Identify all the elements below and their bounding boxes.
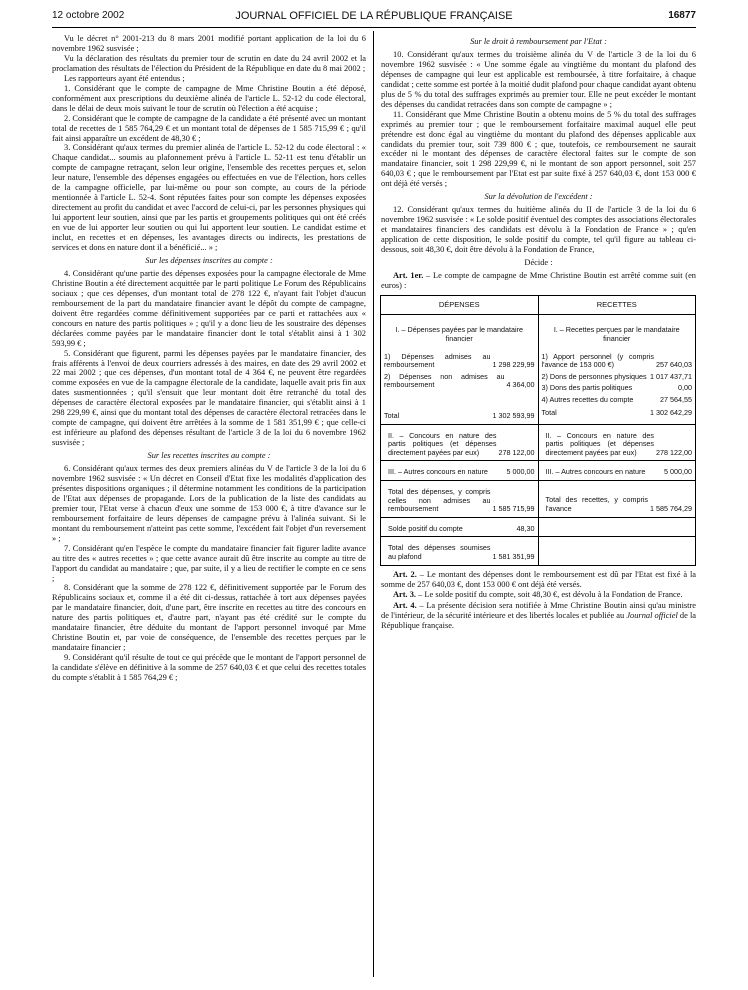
recettes-total-row xyxy=(542,409,693,418)
paragraph: 7. Considérant qu'en l'espèce le compte du mandataire financier fait figurer ladite avance au titre des « autres recettes » ; que cette avance aurait dû être inscrite au compte au titre de l'apport du candidat au mandataire ; que, par suite, il y a lieu de rectifier le compte en ce sens ; xyxy=(52,543,366,583)
total-recettes-value: 1 585 764,29 xyxy=(650,503,692,513)
left-column xyxy=(52,34,366,683)
recettes-section-1-title: I. – Recettes perçues par le mandataire financier xyxy=(553,325,680,344)
solde-positif-value: 48,30 xyxy=(516,523,535,533)
article-4-text-before: – La présente décision sera notifiée à Mme Christine Boutin ainsi qu'au ministre de l'intérieur, de la sécurité intérieure et des libertés locales et publiée au xyxy=(381,601,696,621)
total-depenses-cell xyxy=(381,481,539,518)
depenses-section-1 xyxy=(381,315,539,424)
paragraph: 11. Considérant que Mme Christine Boutin a obtenu moins de 5 % du total des suffrages exprimés au premier tour ; que le remboursement forfaitaire maximal auquel elle peut prétendre est donc égal au vingtième du montant du plafond des dépenses applicable aux candidats du premier tour, soit 739 800 € ; que, toutefois, ce remboursement ne saurait excéder ni le montant des dépenses de caractère électoral faites sur le compte de son mandataire financier, soit 1 298 229,99 €, ni le montant de son apport personnel, soit 257 640,03 € ; que le remboursement par l'Etat est par suite fixé à 257 640,03 €, dont 153 000 € ont déjà été versés ; xyxy=(381,109,696,189)
recettes-autres-concours-value: 5 000,00 xyxy=(664,467,692,477)
right-column-text xyxy=(381,37,696,268)
recettes-items xyxy=(542,353,693,405)
paragraph: Vu la déclaration des résultats du premier tour de scrutin en date du 24 avril 2002 et la proclamation des résultats de l'élection du Président de la République en date du 8 mai 2002 ; xyxy=(52,53,366,73)
recettes-item-value: 257 640,03 xyxy=(656,360,692,370)
header-title: JOURNAL OFFICIEL DE LA RÉPUBLIQUE FRANÇAISE xyxy=(235,10,513,22)
recettes-autres-concours-label: III. – Autres concours en nature xyxy=(545,467,646,477)
article-1 xyxy=(381,271,696,291)
header-page-number: 16877 xyxy=(668,10,696,21)
depenses-item-label: 2) Dépenses non admises au remboursement xyxy=(384,371,505,390)
recettes-autres-concours xyxy=(538,461,696,481)
header-date: 12 octobre 2002 xyxy=(52,10,125,21)
depenses-concours-partis xyxy=(381,424,539,461)
campaign-account-table xyxy=(380,295,696,566)
recettes-item xyxy=(542,353,693,370)
depenses-soumises-plafond-label: Total des dépenses soumises au plafond xyxy=(388,543,491,561)
right-column xyxy=(381,34,696,631)
article-1-text: – Le compte de campagne de Mme Christine Boutin est arrêté comme suit (en euros) : xyxy=(381,270,696,290)
article-text: – Le solde positif du compte, soit 48,30 €, est dévolu à la Fondation de France. xyxy=(416,590,683,600)
recettes-total-value: 1 302 642,29 xyxy=(650,407,692,417)
recettes-concours-partis xyxy=(538,424,696,461)
recettes-item-label: 1) Apport personnel (y compris l'avance de 153 000 €) xyxy=(541,351,655,370)
paragraph: 6. Considérant qu'aux termes des deux premiers alinéas du V de l'article 3 de la loi du 6 novembre 1962 susvisée : « Un décret en Conseil d'Etat fixe les modalités d'application des présentes dispositions organiques ; il détermine notamment les conditions de la participation de l'Etat aux dépenses de propagande. Lors de la publication de la liste des candidats au premier tour, l'Etat verse à chacun d'eux une somme de 153 000 €, à titre d'avance sur le remboursement forfaitaire de leurs dépenses de campagne prévu à l'alinéa suivant. Si le montant du remboursement n'atteint pas cette somme, l'excédent fait l'objet d'un reversement » ; xyxy=(52,464,366,543)
header-rule xyxy=(52,27,696,28)
recettes-item xyxy=(542,384,693,393)
depenses-section-1-title: I. – Dépenses payées par le mandataire financier xyxy=(395,325,523,344)
recettes-item xyxy=(542,396,693,405)
article-1-label: Art. 1er. xyxy=(393,270,424,280)
paragraph: Les rapporteurs ayant été entendus ; xyxy=(64,73,185,83)
recettes-item-value: 27 564,55 xyxy=(660,395,692,405)
section-heading: Sur les recettes inscrites au compte : xyxy=(147,451,271,461)
recettes-concours-partis-value: 278 122,00 xyxy=(656,447,692,457)
section-heading: Sur les dépenses inscrites au compte : xyxy=(145,255,273,265)
recettes-item-value: 1 017 437,71 xyxy=(650,371,692,381)
recettes-item-label: 4) Autres recettes du compte xyxy=(541,395,634,405)
table-head-recettes: RECETTES xyxy=(538,295,696,315)
paragraph: 9. Considérant qu'il résulte de tout ce qui précède que le montant de l'apport personnel de la candidate s'élève en définitive à la somme de 257 640,03 € et que celui des recettes totales du compte s'établit à 1 585 764,29 € ; xyxy=(52,653,366,683)
recettes-concours-partis-label: II. – Concours en nature des partis politiques (et dépenses directement payées par eux) xyxy=(545,430,655,457)
depenses-autres-concours-value: 5 000,00 xyxy=(506,467,535,477)
depenses-soumises-plafond-cell xyxy=(381,537,539,565)
paragraph: Vu le décret n° 2001-213 du 8 mars 2001 modifié portant application de la loi du 6 novembre 1962 susvisée ; xyxy=(52,34,366,53)
depenses-autres-concours xyxy=(381,461,539,481)
section-heading: Sur le droit à remboursement par l'Etat : xyxy=(470,37,607,46)
total-recettes-label: Total des recettes, y compris l'avance xyxy=(545,495,649,513)
article-4 xyxy=(381,601,696,631)
empty-cell-plafond xyxy=(538,537,696,565)
articles xyxy=(381,570,696,601)
depenses-item xyxy=(384,353,535,370)
paragraph: 5. Considérant que figurent, parmi les dépenses payées par le mandataire financier, des frais afférents à l'envoi de deux courriers adressés à des maires, en date des 29 avril 2002 et 22 mai 2002 ; que ces dépenses, d'un montant total de 4 364 €, ne peuvent être regardées comme exposées en vue de la campagne électorale de la candidate, laquelle avait pris fin aux dates susmentionnées ; qu'il s'ensuit que leur montant doit être retranché du total des dépenses de caractère électoral exposées par le mandataire financier, qui s'établit ainsi à 1 298 229,99 €, ainsi que du montant total des dépenses de caractère électoral retracées dans le compte de campagne, qui doivent être arrêtées à la somme de 1 581 351,99 € ; que celle-ci est inférieure au plafond des dépenses résultant de l'article 3 de la loi du 6 novembre 1962 susvisée ; xyxy=(52,348,366,448)
article-4-label: Art. 4. xyxy=(393,601,417,611)
article-label: Art. 2. xyxy=(393,569,417,579)
depenses-item xyxy=(384,373,535,390)
solde-positif-label: Solde positif du compte xyxy=(388,523,463,533)
paragraph: 4. Considérant qu'une partie des dépenses exposées pour la campagne électorale de Mme Christine Boutin a été directement acquittée par le parti politique Le Forum des Républicains sociaux ; que ces dépenses, d'un montant total de 278 122 €, n'ayant fait l'objet d'aucun remboursement de la part du mandataire financier avant le dépôt du compte de campagne, doivent être regardées comme définitivement supportées par ce parti et rattachées aux « concours en nature des partis politiques » ; qu'il y a donc lieu de les soustraire des dépenses déclarées comme payées par le mandataire financier dont le total s'établit ainsi à 1 302 593,99 € ; xyxy=(52,268,366,348)
depenses-items xyxy=(384,353,535,390)
article-2 xyxy=(381,570,696,590)
total-depenses-value: 1 585 715,99 xyxy=(492,504,535,514)
section-heading: Sur la dévolution de l'excédent : xyxy=(484,192,593,202)
solde-positif-cell xyxy=(381,517,539,537)
table-head-depenses: DÉPENSES xyxy=(381,295,539,315)
recettes-total-label: Total xyxy=(541,407,557,417)
recettes-item-label: 2) Dons de personnes physiques xyxy=(541,371,647,381)
paragraph: 12. Considérant qu'aux termes du huitième alinéa du II de l'article 3 de la loi du 6 novembre 1962 susvisée : « Le solde positif éventuel des comptes des associations électorales et mandataires financiers des candidats est dévolu à la Fondation de France » ; qu'en application de cette disposition, le solde positif du compte, tel qu'il figure au tableau ci-dessous, soit 48,30 €, doit être dévolu à la Fondation de France, xyxy=(381,205,696,255)
recettes-item-label: 3) Dons des partis politiques xyxy=(541,383,633,393)
column-divider xyxy=(373,31,374,977)
empty-cell-solde xyxy=(538,517,696,537)
depenses-total-value: 1 302 593,99 xyxy=(492,411,535,421)
article-4-text-after: de la République française. xyxy=(381,611,697,631)
recettes-item xyxy=(542,373,693,382)
paragraph: 2. Considérant que le compte de campagne de la candidate a été présenté avec un montant total de recettes de 1 585 764,29 € et un montant total de dépenses de 1 585 715,99 € ; qu'il fait ainsi apparaître un excédent de 48,30 € ; xyxy=(52,113,366,143)
page-header xyxy=(52,10,696,24)
paragraph: 8. Considérant que la somme de 278 122 €, définitivement supportée par le Forum des Républicains sociaux et, comme il a été dit ci-dessus, rattachée à tort aux dépenses payées par le mandataire financier, doit, d'une part, être inscrite en recettes au titre des concours en nature des partis politiques et, d'autre part, n'ayant pas été crédité sur le compte du mandataire financier, être déduite du montant de l'apport personnel invoqué par Mme Christine Boutin et, par voie de conséquence, de l'ensemble des recettes perçues par le mandataire financier ; xyxy=(52,583,366,653)
article-label: Art. 3. xyxy=(393,590,417,600)
recettes-section-1 xyxy=(538,315,696,424)
article-4-journal: Journal officiel xyxy=(626,611,678,621)
depenses-soumises-plafond-value: 1 581 351,99 xyxy=(492,551,535,561)
depenses-item-value: 1 298 229,99 xyxy=(492,360,535,370)
article-3 xyxy=(381,590,696,600)
depenses-concours-partis-value: 278 122,00 xyxy=(498,447,535,457)
decide-line: Décide : xyxy=(524,258,553,268)
depenses-item-label: 1) Dépenses admises au remboursement xyxy=(384,351,491,370)
paragraph: 3. Considérant qu'aux termes du premier alinéa de l'article L. 52-12 du code électoral : « Chaque candidat... soumis au plafonnement prévu à l'article L. 52-11 est tenu d'établir un compte de campagne retraçant, selon leur origine, l'ensemble des recettes perçues et, selon leur nature, l'ensemble des dépenses engagées ou effectuées en vue de l'élection, hors celles de la campagne officielle, par lui-même ou pour son compte, au cours de la période mentionnée à l'article L. 52-4. Sont réputées faites pour son compte les dépenses exposées directement au profit du candidat et avec l'accord de celui-ci, par les personnes physiques qui lui apportent leur soutien, ainsi que par les partis et groupements politiques qui ont été créés en vue de lui apporter leur soutien ou qui lui apportent leur soutien. Le candidat estime et inclut, en recettes et en dépenses, les avantages directs ou indirects, les prestations de services et dons en nature dont il a bénéficié... » ; xyxy=(52,143,366,253)
depenses-concours-partis-label: II. – Concours en nature des partis politiques (et dépenses directement payées par eux) xyxy=(388,430,497,457)
depenses-item-value: 4 364,00 xyxy=(506,380,535,390)
depenses-total-row xyxy=(384,412,535,421)
recettes-item-value: 0,00 xyxy=(678,383,692,393)
total-depenses-label: Total des dépenses, y compris celles non admises au remboursement xyxy=(388,487,491,514)
paragraph: 1. Considérant que le compte de campagne de Mme Christine Boutin a été déposé, conformément aux prescriptions du deuxième alinéa de l'article L. 52-12 du code électoral, dans le délai de deux mois suivant le tour de scrutin où l'élection a été acquise ; xyxy=(52,83,366,113)
total-recettes-cell xyxy=(538,481,696,518)
depenses-autres-concours-label: III. – Autres concours en nature xyxy=(388,467,488,477)
article-text: – Le montant des dépenses dont le remboursement est dû par l'Etat est fixé à la somme de 257 640,03 €, dont 153 000 € ont déjà été versés. xyxy=(381,569,696,589)
depenses-total-label: Total xyxy=(384,411,400,421)
paragraph: 10. Considérant qu'aux termes du troisième alinéa du V de l'article 3 de la loi du 6 novembre 1962 susvisée : « Une somme égale au vingtième du montant du plafond des dépenses de campagne qui leur est applicable est remboursée, à titre forfaitaire, à chaque candidat ; cette somme est portée à la moitié dudit plafond pour chaque candidat ayant obtenu plus de 5 % du total des suffrages exprimés au premier tour. Elle ne peut excéder le montant des dépenses du candidat retracées dans son compte de campagne » ; xyxy=(381,49,696,109)
